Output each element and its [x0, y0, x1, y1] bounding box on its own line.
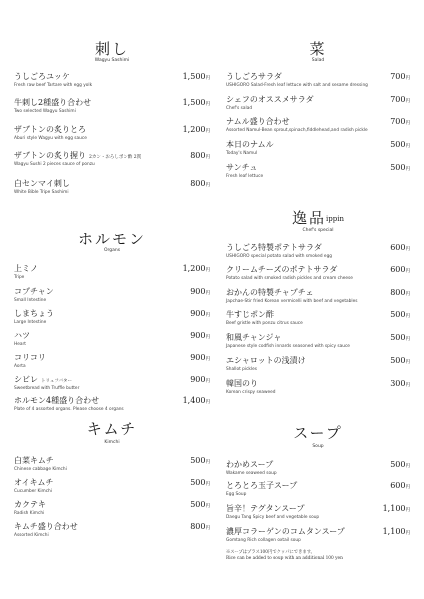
- item-description: Today's Namul: [226, 151, 258, 156]
- item-price: 800円: [390, 288, 410, 297]
- item-name: 濃厚コラーゲンのコムタンスープ: [226, 527, 345, 536]
- item-description: Chinese cabbage Kimchi: [14, 467, 67, 472]
- item-description: Aorta: [14, 364, 26, 369]
- item-price: 500円: [390, 310, 410, 319]
- section-subtitle: Organs: [103, 248, 121, 253]
- item-name: ホルモン4種盛り合わせ: [14, 396, 100, 405]
- item-description: Shallot pickles: [226, 367, 257, 372]
- item-description: Sweetbread with Truffle butter: [14, 386, 80, 391]
- item-description: Aburi style Wagyu with egg sauce: [14, 136, 87, 141]
- item-description: Wakame seaweed soup: [226, 471, 277, 476]
- item-name: ハツ: [14, 331, 30, 340]
- section-title: キムチ: [86, 420, 138, 438]
- section-title: 菜: [309, 40, 327, 58]
- item-price: 800円: [190, 151, 210, 160]
- item-name: おかんの特製チャプチェ: [226, 288, 314, 297]
- section-subtitle: Salad: [311, 58, 325, 63]
- item-name: コリコリ: [14, 353, 46, 362]
- item-description: USHIGORO special potato salad with smoked egg: [226, 254, 333, 259]
- item-price: 900円: [190, 353, 210, 362]
- item-price: 500円: [190, 456, 210, 465]
- item-name: カクテキ: [14, 500, 46, 509]
- item-price: 1,200円: [182, 264, 210, 273]
- soup-note: [226, 550, 410, 562]
- item-price: 1,100円: [382, 504, 410, 513]
- item-name: わかめスープ: [226, 460, 274, 469]
- item-description: Fresh raw beef Tartare with egg yolk: [14, 83, 93, 88]
- item-description: Tripe: [14, 275, 25, 280]
- item-description: Potato salad with smoked radish pickles and cream cheese: [226, 276, 353, 281]
- item-price: 900円: [190, 331, 210, 340]
- item-description: Fresh leaf lettuce: [226, 174, 264, 179]
- item-description: Wagyu Sushi 2 pieces sauce of ponzu: [14, 162, 95, 167]
- section-soup: [226, 424, 410, 561]
- item-name: 本日のナムル: [226, 140, 274, 149]
- section-title-reading: ippin: [326, 215, 344, 223]
- item-price: 900円: [190, 287, 210, 296]
- section-subtitle: Kimchi: [104, 440, 120, 445]
- section-title: ホルモン: [77, 230, 146, 248]
- item-price: 1,500円: [182, 72, 210, 81]
- item-description: Assorted Kimchi: [14, 533, 49, 538]
- item-price: 500円: [390, 140, 410, 149]
- item-price: 700円: [390, 117, 410, 126]
- item-name: 白センマイ刺し: [14, 179, 70, 188]
- section-subtitle: Chef's special: [302, 228, 334, 233]
- item-price: 700円: [390, 95, 410, 104]
- section-title: 刺し: [94, 40, 129, 58]
- item-description: Japanese style codfish innards seasoned with spicy sauce: [226, 344, 350, 349]
- item-price: 500円: [390, 333, 410, 342]
- item-name: シェフのオススメサラダ: [226, 95, 314, 104]
- item-name: コプチャン: [14, 287, 54, 296]
- item-price: 300円: [390, 379, 410, 388]
- item-price: 1,100円: [382, 527, 410, 536]
- item-name: キムチ盛り合わせ: [14, 522, 78, 531]
- item-price: 500円: [390, 356, 410, 365]
- item-description: Egg Soup: [226, 492, 247, 497]
- item-price: 500円: [190, 478, 210, 487]
- item-name: 韓国のり: [226, 379, 258, 388]
- item-price: 1,500円: [182, 98, 210, 107]
- section-salad: [226, 40, 410, 179]
- item-description: White Bible Tripe Sashimi: [14, 190, 69, 195]
- section-sashimi: [14, 40, 210, 195]
- item-price: 500円: [190, 500, 210, 509]
- item-price: 800円: [190, 179, 210, 188]
- item-name: とろとろ玉子スープ: [226, 481, 298, 490]
- item-price: 500円: [390, 163, 410, 172]
- item-description: Small Intestine: [14, 298, 47, 303]
- soup-note-english: Rice can be added to soup with an additional 100 yen: [226, 556, 343, 561]
- item-name: ザブトンの炙りとろ: [14, 125, 86, 134]
- item-name: しまちょう: [14, 309, 54, 318]
- item-price: 1,200円: [182, 125, 210, 134]
- item-name: 牛すじポン酢: [226, 310, 274, 319]
- section-subtitle: Soup: [312, 444, 324, 449]
- item-price: 1,400円: [182, 396, 210, 405]
- section-title: 逸品ippin: [292, 209, 344, 227]
- item-name: 上ミノ: [14, 264, 38, 273]
- soup-note-japanese: ※スープはプラス100円でクッパにできます。: [226, 550, 315, 555]
- item-name: うしごろユッケ: [14, 72, 70, 81]
- item-name: シビレ トリュフバター: [14, 375, 73, 384]
- item-description: Japchae-Stir fried Korean vermicelli with beef and vegetables: [226, 299, 358, 304]
- item-description: Plate of 4 assorted organs. Please choose 4 organs: [14, 407, 124, 412]
- item-name: オイキムチ: [14, 478, 54, 487]
- item-description: Gomtang Rich collagen oxtail soup: [226, 538, 301, 543]
- item-name: 牛刺し2種盛り合わせ: [14, 98, 92, 107]
- item-description: Daegu Tang Spicy beef and vegetable soup: [226, 515, 320, 520]
- item-price: 900円: [190, 375, 210, 384]
- section-special: [226, 209, 410, 395]
- item-name: うしごろサラダ: [226, 72, 282, 81]
- item-name: サンチュ: [226, 163, 258, 172]
- item-name: クリームチーズのポテトサラダ: [226, 265, 338, 274]
- section-title: スープ: [293, 424, 343, 442]
- section-kimchi: [14, 420, 210, 538]
- item-name: うしごろ特製ポテトサラダ: [226, 243, 322, 252]
- item-description: Korean crispy seaweed: [226, 390, 276, 395]
- item-description: Assorted Namul-Bean sprout,spinach,fiddlehead,and radish pickle: [226, 128, 368, 133]
- item-name: 和風チャンジャ: [226, 333, 282, 342]
- item-description: Two selected Wagyu Sashimi: [14, 109, 76, 114]
- item-note: トリュフバター: [41, 379, 73, 384]
- item-price: 900円: [190, 309, 210, 318]
- item-description: Chef's salad: [226, 106, 253, 111]
- item-name: 旨辛！テグタンスープ: [226, 504, 305, 513]
- item-description: Heart: [14, 342, 26, 347]
- section-subtitle: Wagyu Sashimi: [94, 58, 130, 63]
- item-description: USHIGORO Salad-Fresh leaf lettuce with salt and sesame dressing: [226, 83, 368, 88]
- item-price: 600円: [390, 265, 410, 274]
- item-description: Beef gristle with ponzu citrus sauce: [226, 321, 303, 326]
- item-price: 600円: [390, 243, 410, 252]
- item-description: Radish Kimchi: [14, 511, 45, 516]
- item-description: Large Intestine: [14, 320, 47, 325]
- item-name: エシャロットの浅漬け: [226, 356, 306, 365]
- item-price: 500円: [390, 460, 410, 469]
- item-note: 2カン・おろしポン酢 2貫: [89, 155, 142, 160]
- item-name: 白菜キムチ: [14, 456, 54, 465]
- item-price: 800円: [190, 522, 210, 531]
- section-horumon: [14, 230, 210, 412]
- item-name: ナムル盛り合わせ: [226, 117, 290, 126]
- item-price: 600円: [390, 481, 410, 490]
- item-description: Cucumber Kimchi: [14, 489, 52, 494]
- item-price: 700円: [390, 72, 410, 81]
- item-name: ザブトンの炙り握り 2カン・おろしポン酢 2貫: [14, 151, 142, 160]
